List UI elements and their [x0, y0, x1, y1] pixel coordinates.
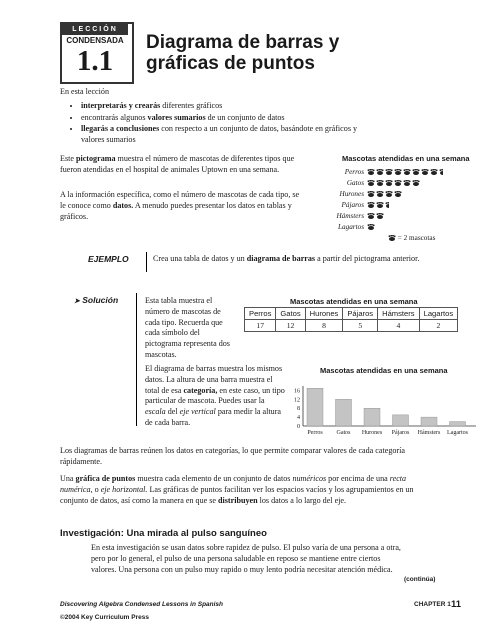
investigation-heading: Investigación: Una mirada al pulso sanguíneo: [60, 528, 267, 539]
table-cell: 5: [343, 320, 378, 332]
table-header-cell: Pájaros: [343, 308, 378, 320]
x-tick-label: Hámsters: [417, 430, 441, 436]
paw-icon: [412, 180, 420, 186]
lesson-number: 1.1: [76, 45, 114, 77]
table-cell: 12: [276, 320, 305, 332]
x-tick-label: Gatos: [336, 430, 351, 436]
footer-chapter: CHAPTER 1: [414, 601, 451, 608]
table-cell: 17: [245, 320, 276, 332]
pictogram-row-label: Lagartos: [338, 223, 364, 231]
table-row: [245, 320, 458, 332]
pictogram-title: Mascotas atendidas en una semana: [342, 154, 470, 163]
intro-lead: En esta lección: [60, 87, 109, 96]
bar: [336, 399, 352, 426]
pictogram-row-label: Gatos: [346, 179, 364, 187]
chart-title: Mascotas atendidas en una semana: [320, 366, 448, 375]
paw-icon: [367, 180, 375, 186]
paw-icon: [412, 169, 420, 175]
pictogram-description: Este pictograma muestra el número de mascotas de diferentes tipos que fueron atendidas en el hospital de animales Uptown en una semana.: [60, 154, 295, 174]
pictogram-row: [324, 190, 474, 198]
paw-key-icon: [388, 235, 396, 241]
table-header-row: [245, 308, 458, 320]
solution-text-2: El diagrama de barras muestra los mismos datos. La altura de una barra muestra el total de esa categoría, en este caso, un tipo particular de mascota. Puedes usar la escala del eje vertical para medir la altura de cada barra.: [145, 364, 285, 427]
key-text: = 2 mascotas: [397, 234, 436, 242]
paw-icon: [385, 191, 393, 197]
y-tick-label: 8: [297, 406, 300, 413]
objectives-list: [70, 101, 380, 146]
paw-icon: [403, 169, 411, 175]
paw-icon: [376, 202, 384, 208]
paw-icon: [376, 180, 384, 186]
x-tick-label: Perros: [307, 430, 323, 436]
table-title: Mascotas atendidas en una semana: [290, 297, 418, 306]
bar: [393, 415, 409, 426]
arrow-icon: ➤: [74, 298, 80, 305]
pictogram-row-label: Perros: [344, 168, 364, 176]
continued-note: (continúa): [404, 576, 436, 583]
pictogram-row: [324, 179, 474, 187]
solution-divider: [136, 293, 137, 426]
solution-label: ➤ Solución: [74, 295, 119, 305]
bar: [307, 388, 323, 426]
bar: [364, 408, 380, 426]
table-header-cell: Hámsters: [378, 308, 420, 320]
table-cell: 4: [378, 320, 420, 332]
paw-icon: [394, 191, 402, 197]
investigation-text: En esta investigación se usan datos sobre rapidez de pulso. El pulso varía de una persona a otra, pero por lo general, el pulso de una persona saludable en reposo se mantiene entre ciertos valores. Una persona con un pulso muy rapido o muy lento podría necesitar atención médica.: [91, 543, 401, 574]
table-header-cell: Hurones: [305, 308, 343, 320]
objective-2: • encontrarás algunos valores sumarios de un conjunto de datos: [81, 113, 380, 124]
dot-plot-definition: Una gráfica de puntos muestra cada elemento de un conjunto de datos numéricos por encima de una recta numérica, o eje horizontal. Las gráficas de puntos facilitan ver los espacios vacíos y los agrupamientos en un conjunto de datos, así como la manera en que se distribuyen los datos a lo largo del eje.: [60, 474, 414, 505]
y-tick-label: 12: [294, 397, 300, 404]
page-title: [146, 32, 339, 74]
pictogram-row-label: Pájaros: [341, 201, 364, 209]
footer-book-title: Discovering Algebra Condensed Lessons in Spanish: [60, 601, 224, 608]
paw-icon: [367, 224, 375, 230]
paw-icon: [385, 202, 393, 208]
objective-3: • llegarás a conclusiones con respecto a un conjunto de datos, basándote en gráficos y valores sumarios: [81, 124, 371, 146]
paw-icon: [385, 180, 393, 186]
solution-text-1: Esta tabla muestra el número de mascotas de cada tipo. Recuerda que cada símbolo del pictograma representa dos mascotas.: [145, 296, 230, 359]
footer-copyright: ©2004 Key Curriculum Press: [60, 614, 149, 621]
pictogram-row-label: Hurones: [339, 190, 364, 198]
x-tick-label: Hurones: [361, 430, 383, 436]
y-tick-label: 16: [294, 388, 300, 395]
paw-icon: [403, 180, 411, 186]
pictogram-row: [324, 168, 474, 176]
data-definition: A la información específica, como el número de mascotas de cada tipo, se le conoce como datos. A menudo puedes presentar los datos en tablas y gráficos.: [60, 190, 300, 221]
example-label: EJEMPLO: [88, 254, 129, 264]
bar-chart: [286, 378, 478, 442]
x-tick-label: Lagartos: [447, 430, 468, 436]
title-line-1: Diagrama de barras y: [146, 32, 340, 53]
paw-icon: [421, 169, 429, 175]
paw-icon: [439, 169, 447, 175]
paw-icon: [367, 202, 375, 208]
table-header-cell: Perros: [245, 308, 276, 320]
pictogram-key: [388, 234, 435, 242]
objective-1: • interpretarás y crearás diferentes gráficos: [81, 101, 380, 112]
paw-icon: [376, 169, 384, 175]
pictogram-row: [324, 223, 474, 231]
pictogram-row: [324, 201, 474, 209]
page-number: 11: [451, 599, 462, 610]
paw-icon: [376, 213, 384, 219]
bar: [421, 417, 437, 426]
lesson-label: LECCIÓN: [62, 24, 128, 35]
y-tick-label: 4: [297, 415, 300, 422]
example-text: Crea una tabla de datos y un diagrama de barras a partir del pictograma anterior.: [153, 254, 420, 263]
paw-icon: [394, 180, 402, 186]
data-table: [244, 307, 458, 332]
paw-icon: [394, 169, 402, 175]
pictogram-row: [324, 212, 474, 220]
pictogram-row-label: Hámsters: [336, 212, 364, 220]
bar-chart-summary: Los diagramas de barras reúnen los datos en categorías, lo que permite comparar valores de cada categoría rápidamente.: [60, 446, 405, 466]
example-divider: [146, 252, 147, 272]
table-header-cell: Gatos: [276, 308, 305, 320]
table-header-cell: Lagartos: [419, 308, 458, 320]
paw-icon: [376, 191, 384, 197]
table-cell: 8: [305, 320, 343, 332]
paw-icon: [430, 169, 438, 175]
table-cell: 2: [419, 320, 458, 332]
title-line-2: gráficas de puntos: [146, 53, 315, 74]
paw-icon: [367, 169, 375, 175]
x-tick-label: Pájaros: [391, 430, 410, 436]
paw-icon: [367, 213, 375, 219]
paw-icon: [367, 191, 375, 197]
condensed-label: CONDENSADA: [66, 36, 124, 45]
paw-icon: [385, 169, 393, 175]
y-tick-label: 0: [297, 424, 300, 430]
bar: [450, 422, 466, 426]
intro-section: [60, 87, 380, 147]
